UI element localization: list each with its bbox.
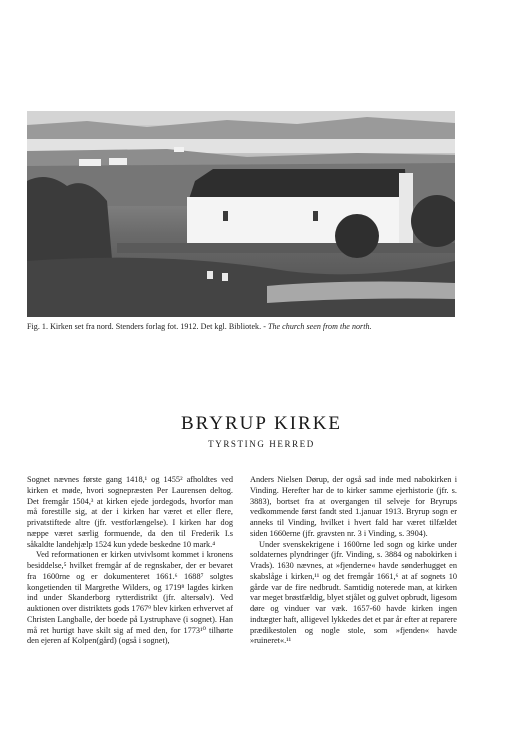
figure-caption (27, 322, 467, 332)
text-column-right (250, 475, 457, 647)
caption-english: The church seen from the north. (267, 322, 372, 331)
church-photo-illustration (27, 111, 455, 317)
caption-separator: - (261, 322, 268, 331)
paragraph: Ved reformationen er kirken utvivlsomt kommet i kronens besiddelse,⁵ hvilket fremgår af de regnskaber, der er bevaret fra 1600rne og er dokumenteret 1661.⁶ 1688⁷ solgtes kongetienden til Margrethe Wilders, og 1719⁸ lagdes kirken ind under Skanderborg rytterdistrikt (jfr. altersølv). Ved auktionen over distriktets gods 1767⁹ blev kirken erhvervet af Christen Langballe, der boede på Lystruphave (i sognet). Han må ret hurtigt have skilt sig af med den, for 1773¹⁰ tilhørte den ejeren af Kolpen(gård) (også i sognet), (27, 550, 233, 646)
church-photo (27, 111, 455, 317)
text-column-left (27, 475, 233, 647)
paragraph: Sognet nævnes første gang 1418,¹ og 1455² afholdtes ved kirken et møde, hvori sognepræsten Per Laurensen deltog. Det fremgår 1504,³ at kirken ejede jordegods, hvorfor man må forestille sig, at der i kirken har været et eller flere, privatstiftede altre (jfr. vestforlængelse). I kirken har dog næppe været særlig formuende, da den til Frederik I.s såkaldte landehjælp 1524 kun ydede beskedne 10 mark.⁴ (27, 475, 233, 549)
caption-danish: Fig. 1. Kirken set fra nord. Stenders forlag fot. 1912. Det kgl. Bibliotek. (27, 322, 262, 331)
paragraph: Anders Nielsen Dørup, der også sad inde med nabokirken i Vinding. Herefter har de to kirker samme ejerhistorie (jfr. s. 3883), bortset fra at overgangen til selveje for Bryrups vedkommende først fandt sted 1.januar 1913. Bryrup sogn er anneks til Vinding, hvilket i hvert fald har været tilfældet siden 1660erne (jfr. gravsten nr. 3 i Vinding, s. 3904). (250, 475, 457, 538)
page-subtitle: TYRSTING HERRED (208, 439, 315, 449)
paragraph: Under svenskekrigene i 1600rne led sogn og kirke under soldaternes plyndringer (jfr. Vinding, s. 3884 og nabokirken i Vrads). 1630 nævnes, at »fjenderne« havde sønderhugget en skabslåge i kirken,¹¹ og det fremgår 1661,⁶ at af sognets 10 gårde var de fire nedbrudt. Samtidig noterede man, at kirken var meget brøstfældig, blyet stjålet og gulvet opbrudt, ligesom døre og vinduer var væk. 1657-60 havde kirken ingen indtægter haft, alligevel lykkedes det et par år efter at reparere prædikestolen og nogle stole, som »fjenden« havde »ruineret«.¹¹ (250, 539, 457, 646)
page-title: BRYRUP KIRKE (180, 413, 343, 434)
